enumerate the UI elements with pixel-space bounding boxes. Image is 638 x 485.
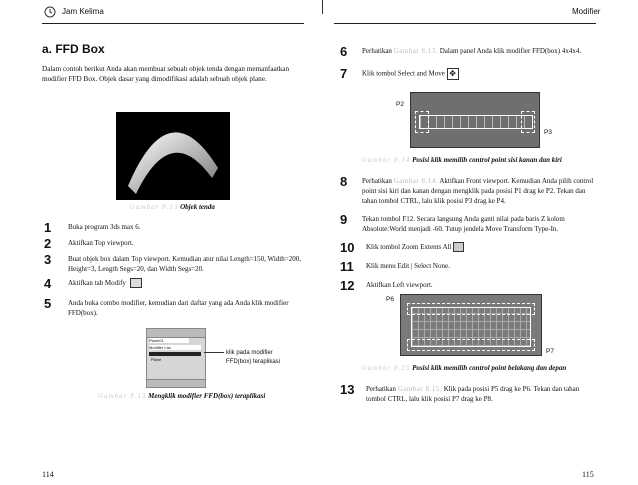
step-7-text: [362, 68, 598, 80]
step-8-figure-ref: Gambar 8.14.: [393, 177, 438, 185]
step-11-text: Klik menu Edit | Select None.: [366, 262, 450, 270]
intro-paragraph: Dalam contoh berikut Anda akan membuat sebuah objek tenda dengan memanfaatkan modifier FFD Box. Objek dasar yang dimodifikasi adalah sebuah objek plane.: [42, 65, 290, 83]
step-6-lead: Perhatikan: [362, 47, 392, 55]
step-13-number: 13: [340, 382, 355, 397]
figure1-caption: [130, 203, 215, 211]
figure3-caption: [362, 156, 562, 164]
header-right-title: Modifier: [572, 7, 601, 16]
step-4-number: 4: [44, 276, 52, 291]
front-viewport-image: [410, 92, 540, 148]
step-13-lead: Perhatikan: [366, 385, 396, 393]
step-9-number: 9: [340, 212, 348, 227]
header-rule-left: [42, 23, 304, 24]
figure3-caption-number: Gambar 8.14: [362, 156, 411, 164]
step-13-text: [366, 384, 598, 404]
step-1-text: Buka program 3ds max 6.: [68, 223, 141, 231]
step-6-number: 6: [340, 44, 348, 59]
step-9-text: Tekan tombol F12. Secara langsung Anda ganti nilai pada baris Z kolom Absolute:World menjadi -60. Tutup jendela Move Transform Type-In.: [362, 215, 565, 233]
figure2-caption-text: Mengklik modifier FFD(box) teraplikasi: [148, 392, 266, 400]
panel-toolbar: [147, 329, 205, 338]
step-10-text: [366, 242, 598, 252]
step-8-rest: Aktifkan Front viewport. Kemudian Anda pilih control point sisi kiri dan kanan dengan mengklik pada posisi P1 drag ke P2. Tekan dan tahan tombol CTRL, lalu klik posisi P3 drag ke P4.: [362, 177, 594, 205]
annotation-arrow: [204, 352, 224, 353]
step-6-text: [362, 46, 598, 56]
step-10-label: Klik tombol Zoom Extents All: [366, 243, 452, 251]
panel-object-name: Plane01: [149, 338, 189, 343]
step-5-number: 5: [44, 296, 52, 311]
figure2-caption: [98, 392, 265, 400]
step-2-number: 2: [44, 236, 52, 251]
step-8-number: 8: [340, 174, 348, 189]
figure4-caption: [362, 364, 566, 372]
header-rule-right: [334, 23, 596, 24]
figure4-caption-number: Gambar 8.15: [362, 364, 411, 372]
selection-box-p7p8: [407, 339, 535, 351]
step-5-text: Anda buka combo modifier, kemudian dari daftar yang ada Anda klik modifier FFD(box).: [68, 299, 289, 317]
panel-modifier-list: Modifier List: [149, 345, 201, 350]
header-logo-icon: [44, 5, 56, 17]
step-8-text: [362, 176, 598, 206]
binding-mark: [322, 0, 323, 14]
page-number-left: 114: [42, 470, 54, 479]
label-p2: P2: [396, 101, 404, 108]
step-4-text: [68, 278, 304, 288]
label-p7: P7: [546, 348, 554, 355]
step-13-rest: Klik pada posisi P5 drag ke P6. Tekan dan tahan tombol CTRL, lalu klik posisi P7 drag ke P8.: [366, 385, 580, 403]
selection-box-p3p4: [521, 111, 535, 133]
modifier-panel-image: [146, 328, 206, 388]
header-left-title: Jam Kelima: [62, 7, 104, 16]
select-move-icon: ✥: [447, 68, 459, 80]
section-title: a. FFD Box: [42, 42, 105, 56]
label-p3: P3: [544, 129, 552, 136]
label-p6: P6: [386, 296, 394, 303]
step-6-figure-ref: Gambar 8.13.: [393, 47, 438, 55]
step-3-number: 3: [44, 252, 52, 267]
step-3-text: Buat objek box dalam Top viewport. Kemudian atur nilai Length=150, Width=200, Height=3, Length Segs=20, dan Width Segs=20.: [68, 255, 301, 273]
step-11-number: 11: [340, 259, 354, 274]
modify-tab-icon: [130, 278, 142, 288]
step-8-lead: Perhatikan: [362, 177, 392, 185]
panel-selected-row: [149, 352, 201, 356]
figure1-caption-number: Gambar 8.13: [130, 203, 179, 211]
selection-box-p5p6: [407, 303, 535, 315]
step-7-number: 7: [340, 66, 348, 81]
step-10-number: 10: [340, 240, 355, 255]
step-6-rest: Dalam panel Anda klik modifier FFD(box) 4x4x4.: [439, 47, 582, 55]
figure1-caption-text: Objek tenda: [180, 203, 215, 211]
figure2-caption-number: Gambar 8.13: [98, 392, 147, 400]
figure3-caption-text: Posisi klik memilih control point sisi kanan dan kiri: [412, 156, 562, 164]
panel-bottom-toolbar: [147, 379, 205, 387]
tent-render-image: [116, 112, 230, 200]
zoom-extents-icon: [453, 242, 464, 252]
panel-stack-item: Plane: [151, 357, 162, 362]
step-1-number: 1: [44, 220, 52, 235]
step-2-text: Aktifkan Top viewport.: [68, 239, 134, 247]
figure4-caption-text: Posisi klik memilih control point belakang dan depan: [412, 364, 567, 372]
ffd-lattice: [419, 115, 533, 129]
selection-box-p1p2: [415, 111, 429, 133]
annotation-text: klik pada modifier FFD(box) teraplikasi: [226, 350, 281, 365]
page-number-right: 115: [582, 470, 594, 479]
step-7-label: Klik tombol Select and Move: [362, 69, 445, 78]
step-13-figure-ref: Gambar 8.15.: [397, 385, 442, 393]
step-4-label: Aktifkan tab Modify: [68, 279, 126, 287]
left-viewport-image: [400, 294, 542, 356]
step-12-text: Aktifkan Left viewport.: [366, 281, 433, 289]
step-12-number: 12: [340, 278, 355, 293]
